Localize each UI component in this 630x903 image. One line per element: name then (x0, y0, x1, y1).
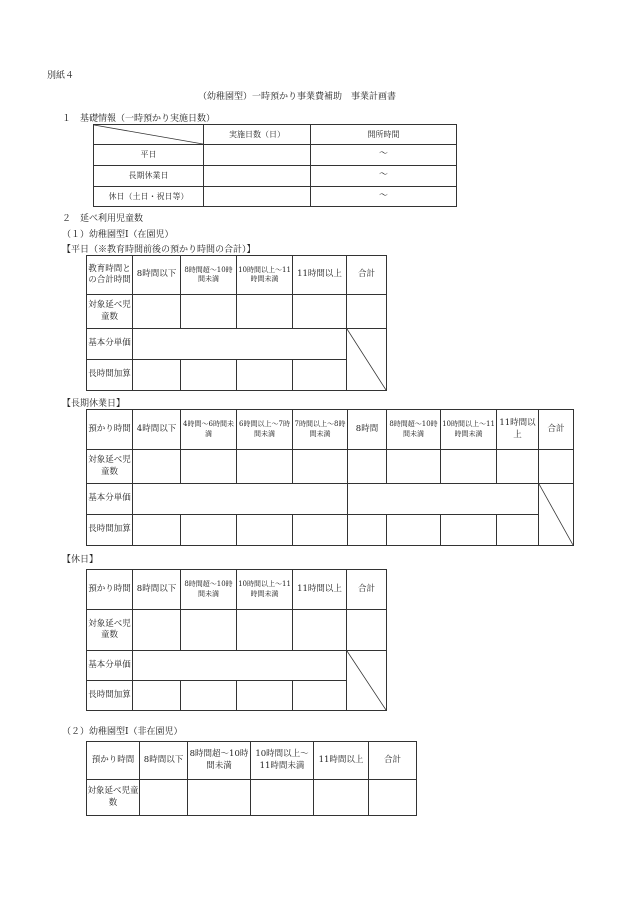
header-cell: 8時間超～10時間未満 (181, 256, 237, 295)
header-cell: 預かり時間 (87, 570, 133, 610)
diagonal-cell (347, 329, 387, 391)
col-days-header: 実施日数（日） (204, 125, 311, 145)
table-row (87, 295, 387, 329)
row-label: 長時間加算 (87, 360, 133, 391)
header-cell: 10時間以上～11時間未満 (237, 256, 293, 295)
row-label: 対象延べ児童数 (87, 610, 133, 651)
weekday-table (86, 255, 387, 391)
header-cell: 預かり時間 (87, 410, 133, 450)
header-cell: 8時間超～10時間未満 (387, 410, 441, 450)
header-cell: 11時間以上 (293, 570, 347, 610)
row-label: 休日（土日・祝日等） (94, 187, 204, 207)
section1-heading: １ 基礎情報（一時預かり実施日数） (62, 114, 216, 124)
section2-heading: ２ 延べ利用児童数 (62, 214, 144, 224)
page-title: （幼稚園型）一時預かり事業費補助 事業計画書 (198, 92, 397, 102)
row-label: 長時間加算 (87, 515, 133, 546)
hours-cell: ～ (311, 145, 457, 166)
header-cell: 合計 (347, 570, 387, 610)
diagonal-cell (539, 484, 574, 546)
table-row (87, 515, 574, 546)
diagonal-line (94, 125, 203, 144)
col-hours-header: 開所時間 (311, 125, 457, 145)
row-label: 長時間加算 (87, 681, 133, 711)
row-label: 基本分単価 (87, 651, 133, 681)
header-cell: 10時間以上～11時間未満 (441, 410, 497, 450)
table-row (94, 145, 457, 166)
hours-cell: ～ (311, 166, 457, 187)
table-row (87, 360, 387, 391)
header-cell: 預かり時間 (87, 742, 140, 780)
diagonal-line (347, 329, 386, 390)
table-row (87, 780, 417, 816)
row-label: 対象延べ児童数 (87, 450, 133, 484)
appendix-label: 別紙４ (47, 71, 75, 81)
row-label: 平日 (94, 145, 204, 166)
header-cell: 合計 (369, 742, 417, 780)
header-cell: 合計 (347, 256, 387, 295)
header-cell: 8時間以下 (133, 570, 181, 610)
days-cell (204, 145, 311, 166)
header-cell: 11時間以上 (314, 742, 369, 780)
header-cell: 8時間超～10時間未満 (188, 742, 251, 780)
table-row (87, 610, 387, 651)
diagonal-line (347, 651, 386, 710)
header-cell: 8時間以下 (140, 742, 188, 780)
header-cell: 6時間以上～7時間未満 (237, 410, 293, 450)
header-cell: 8時間以下 (133, 256, 181, 295)
header-cell: 10時間以上～11時間未満 (237, 570, 293, 610)
holiday-table (86, 569, 387, 711)
longbreak-table (86, 409, 574, 546)
header-cell: 10時間以上～11時間未満 (251, 742, 314, 780)
corner-cell (94, 125, 204, 145)
nonenrolled-table (86, 741, 417, 816)
hours-cell: ～ (311, 187, 457, 207)
diagonal-line (539, 484, 573, 545)
basic-info-table (93, 124, 457, 207)
days-cell (204, 166, 311, 187)
header-cell: 合計 (539, 410, 574, 450)
table-row (87, 651, 387, 681)
header-cell: 11時間以上 (293, 256, 347, 295)
table-row (94, 166, 457, 187)
holiday-heading: 【休日】 (62, 555, 99, 565)
header-cell: 8時間超～10時間未満 (181, 570, 237, 610)
header-cell: 4時間～6時間未満 (181, 410, 237, 450)
longbreak-heading: 【長期休業日】 (62, 399, 126, 409)
sub1-heading: （１）幼稚園型Ⅰ（在園児） (62, 230, 174, 240)
table-row (87, 450, 574, 484)
header-cell: 8時間 (348, 410, 387, 450)
days-cell (204, 187, 311, 207)
header-cell: 教育時間との合計時間 (87, 256, 133, 295)
table-row (87, 484, 574, 515)
row-label: 長期休業日 (94, 166, 204, 187)
weekday-heading: 【平日（※教育時間前後の預かり時間の合計）】 (62, 245, 256, 255)
table-row (94, 187, 457, 207)
row-label: 対象延べ児童数 (87, 295, 133, 329)
header-cell: 11時間以上 (497, 410, 539, 450)
sub2-heading: （２）幼稚園型Ⅰ（非在園児） (62, 727, 183, 737)
row-label: 対象延べ児童数 (87, 780, 140, 816)
row-label: 基本分単価 (87, 484, 133, 515)
row-label: 基本分単価 (87, 329, 133, 360)
header-cell: 7時間以上～8時間未満 (293, 410, 348, 450)
header-cell: 4時間以下 (133, 410, 181, 450)
diagonal-cell (347, 651, 387, 711)
table-row (87, 681, 387, 711)
table-row (87, 329, 387, 360)
